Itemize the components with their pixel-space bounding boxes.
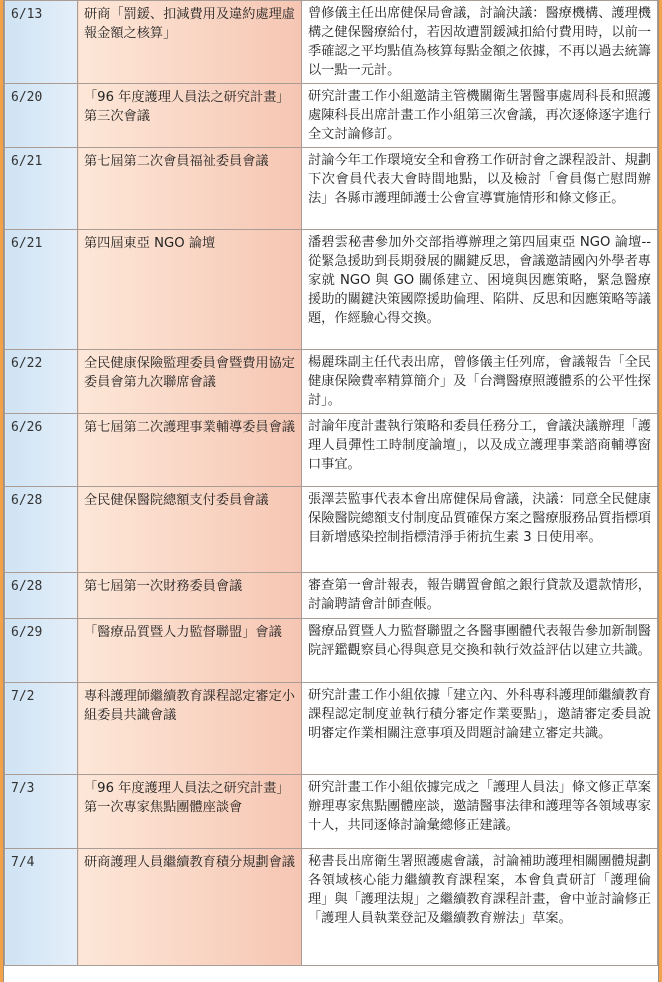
row-title: 第七屆第二次護理事業輔導委員會議 <box>78 414 302 487</box>
table-row <box>5 350 658 414</box>
table-row <box>5 775 658 849</box>
table-row <box>5 573 658 619</box>
row-description: 張澤芸監事代表本會出席健保局會議，決議：同意全民健康保險醫院總額支付制度品質確保方案之醫療服務品質指標項目新增感染控制指標清淨手術抗生素 3 日使用率。 <box>302 487 658 573</box>
row-date: 7/2 <box>5 683 78 775</box>
table-row <box>5 487 658 573</box>
row-title: 「醫療品質暨人力監督聯盟」會議 <box>78 619 302 683</box>
row-title: 第七屆第一次財務委員會議 <box>78 573 302 619</box>
row-description: 討論今年工作環境安全和會務工作研討會之課程設計、規劃下次會員代表大會時間地點，以及檢討「會員傷亡慰問辦法」各縣市護理師護士公會宣導實施情形和條文修正。 <box>302 148 658 230</box>
row-date: 6/28 <box>5 487 78 573</box>
row-title: 「96 年度護理人員法之研究計畫」第三次會議 <box>78 84 302 148</box>
row-description: 審查第一會計報表，報告購置會館之銀行貸款及還款情形，討論聘請會計師查帳。 <box>302 573 658 619</box>
row-date: 6/21 <box>5 148 78 230</box>
row-title: 研商「罰鍰、扣減費用及違約處理虛報金額之核算」 <box>78 1 302 84</box>
table-row <box>5 148 658 230</box>
row-description: 楊麗珠副主任代表出席，曾修儀主任列席，會議報告「全民健康保險費率精算簡介」及「台灣醫療照護體系的公平性探討」。 <box>302 350 658 414</box>
meeting-record-table <box>4 0 658 966</box>
row-description: 研究計畫工作小組依據完成之「護理人員法」條文修正草案辦理專家焦點團體座談，邀請醫事法律和護理等各領域專家十人，共同逐條討論彙總修正建議。 <box>302 775 658 849</box>
row-description: 醫療品質暨人力監督聯盟之各醫事團體代表報告參加新制醫院評鑑觀察員心得與意見交換和執行效益評估以建立共識。 <box>302 619 658 683</box>
row-title: 第七屆第二次會員福祉委員會議 <box>78 148 302 230</box>
row-date: 6/22 <box>5 350 78 414</box>
row-title: 專科護理師繼續教育課程認定審定小組委員共識會議 <box>78 683 302 775</box>
row-date: 6/28 <box>5 573 78 619</box>
row-description: 研究計畫工作小組邀請主管機關衛生署醫事處周科長和照護處陳科長出席計畫工作小組第三次會議，再次逐條逐字進行全文討論修訂。 <box>302 84 658 148</box>
row-description: 曾修儀主任出席健保局會議，討論決議：醫療機構、護理機構之健保醫療給付，若因故遭罰鍰減扣給付費用時，以前一季確認之平均點值為核算每點金額之依據，不再以過去統籌以一點一元計。 <box>302 1 658 84</box>
table-row <box>5 84 658 148</box>
table-row <box>5 1 658 84</box>
row-date: 6/26 <box>5 414 78 487</box>
row-description: 研究計畫工作小組依據「建立內、外科專科護理師繼續教育課程認定制度並執行積分審定作業要點」，邀請審定委員說明審定作業相關注意事項及問題討論建立審定共識。 <box>302 683 658 775</box>
table-row <box>5 849 658 966</box>
row-date: 6/20 <box>5 84 78 148</box>
table-row <box>5 414 658 487</box>
document-frame <box>3 0 659 982</box>
row-description: 潘碧雲秘書參加外交部指導辦理之第四屆東亞 NGO 論壇--從緊急援助到長期發展的關鍵反思，會議邀請國內外學者專家就 NGO 與 GO 關係建立、困境與因應策略，緊急醫療援助的關鍵決策國際援助倫理、陷阱、反思和因應策略等議題，作經驗心得交換。 <box>302 230 658 350</box>
row-title: 「96 年度護理人員法之研究計畫」第一次專家焦點團體座談會 <box>78 775 302 849</box>
table-row <box>5 619 658 683</box>
row-description: 秘書長出席衛生署照護處會議，討論補助護理相關團體規劃各領域核心能力繼續教育課程案，本會負責研訂「護理倫理」與「護理法規」之繼續教育課程計畫，會中並討論修正「護理人員執業登記及繼續教育辦法」草案。 <box>302 849 658 966</box>
table-row <box>5 683 658 775</box>
row-title: 全民健康保險監理委員會暨費用協定委員會第九次聯席會議 <box>78 350 302 414</box>
row-date: 7/4 <box>5 849 78 966</box>
row-description: 討論年度計畫執行策略和委員任務分工，會議決議辦理「護理人員彈性工時制度論壇」，以及成立護理事業諮商輔導窗口事宜。 <box>302 414 658 487</box>
row-title: 全民健保醫院總額支付委員會議 <box>78 487 302 573</box>
row-date: 6/21 <box>5 230 78 350</box>
row-title: 第四屆東亞 NGO 論壇 <box>78 230 302 350</box>
table-row <box>5 230 658 350</box>
row-date: 6/13 <box>5 1 78 84</box>
row-title: 研商護理人員繼續教育積分規劃會議 <box>78 849 302 966</box>
row-date: 7/3 <box>5 775 78 849</box>
row-date: 6/29 <box>5 619 78 683</box>
